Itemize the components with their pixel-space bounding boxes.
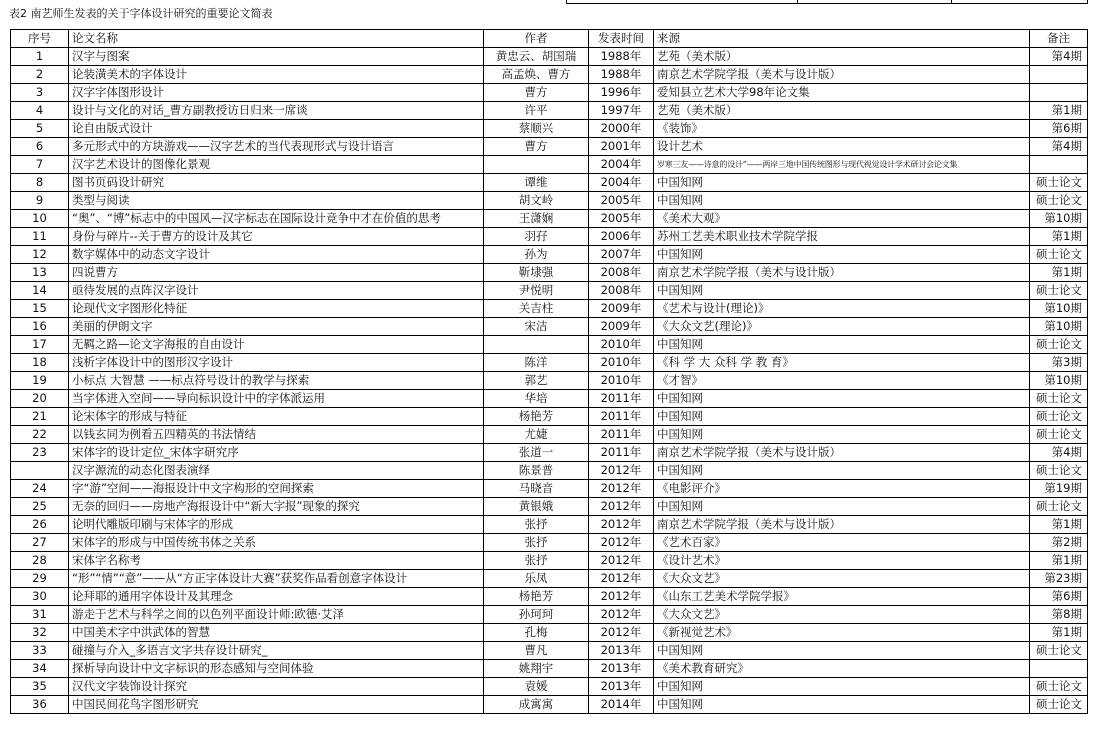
row-number-cell: 7 (11, 156, 69, 174)
table-row (11, 390, 1088, 408)
publish-date-cell: 2005年 (589, 210, 654, 228)
paper-title-cell: “形”“情”“意”——从“方正字体设计大赛”获奖作品看创意字体设计 (69, 570, 484, 588)
paper-title-cell: “奥”、“博”标志中的中国风—汉字标志在国际设计竞争中才在价值的思考 (69, 210, 484, 228)
paper-title-cell: 身份与碎片--关于曹方的设计及其它 (69, 228, 484, 246)
paper-title-cell: 无羁之路—论文字海报的自由设计 (69, 336, 484, 354)
publish-date-cell: 2014年 (589, 696, 654, 714)
source-cell: 爱知县立艺术大学98年论文集 (654, 84, 1030, 102)
table-row (11, 174, 1088, 192)
table-row (11, 660, 1088, 678)
source-cell: 《美术教育研究》 (654, 660, 1030, 678)
source-cell: 南京艺术学院学报（美术与设计版） (654, 444, 1030, 462)
publish-date-cell: 2009年 (589, 318, 654, 336)
row-number-cell: 18 (11, 354, 69, 372)
source-cell: 中国知网 (654, 192, 1030, 210)
author-cell: 高孟焕、曹方 (484, 66, 589, 84)
publish-date-cell: 2012年 (589, 624, 654, 642)
row-number-cell: 32 (11, 624, 69, 642)
paper-title-cell: 多元形式中的方块游戏——汉字艺术的当代表现形式与设计语言 (69, 138, 484, 156)
author-cell: 张抒 (484, 516, 589, 534)
paper-title-cell: 亟待发展的点阵汉字设计 (69, 282, 484, 300)
source-cell: 中国知网 (654, 642, 1030, 660)
paper-title-cell: 中国美术字中洪武体的智慧 (69, 624, 484, 642)
publish-date-cell: 2011年 (589, 390, 654, 408)
table-row (11, 372, 1088, 390)
table-row (11, 444, 1088, 462)
table-row (11, 534, 1088, 552)
source-cell: 中国知网 (654, 246, 1030, 264)
paper-title-cell: 碰撞与介入_多语言文字共存设计研究_ (69, 642, 484, 660)
row-number-cell: 24 (11, 480, 69, 498)
note-cell: 硕士论文 (1030, 498, 1088, 516)
row-number-cell: 20 (11, 390, 69, 408)
table-row (11, 408, 1088, 426)
publish-date-cell: 2012年 (589, 462, 654, 480)
table-row (11, 570, 1088, 588)
source-cell: 岁寒三友——诗意的设计”——两岸三地中国传统图形与现代视觉设计学术研讨会论文集 (654, 156, 1030, 174)
note-cell: 硕士论文 (1030, 246, 1088, 264)
paper-title-cell: 探析导向设计中文字标识的形态感知与空间体验 (69, 660, 484, 678)
publish-date-cell: 2013年 (589, 660, 654, 678)
author-cell: 孙为 (484, 246, 589, 264)
note-cell: 硕士论文 (1030, 696, 1088, 714)
row-number-cell: 35 (11, 678, 69, 696)
source-cell: 《设计艺术》 (654, 552, 1030, 570)
publish-date-cell: 2012年 (589, 534, 654, 552)
author-cell: 黄忠云、胡国瑞 (484, 48, 589, 66)
row-number-cell: 13 (11, 264, 69, 282)
source-cell: 南京艺术学院学报（美术与设计版） (654, 516, 1030, 534)
source-cell: 艺苑（美术版） (654, 48, 1030, 66)
note-cell: 第1期 (1030, 552, 1088, 570)
row-number-cell: 34 (11, 660, 69, 678)
note-cell: 硕士论文 (1030, 282, 1088, 300)
paper-title-cell: 宋体字的形成与中国传统书体之关系 (69, 534, 484, 552)
table-row (11, 138, 1088, 156)
papers-table (10, 29, 1088, 714)
note-cell (1030, 660, 1088, 678)
header-author: 作者 (484, 30, 589, 48)
publish-date-cell: 2011年 (589, 444, 654, 462)
row-number-cell: 19 (11, 372, 69, 390)
publish-date-cell: 2001年 (589, 138, 654, 156)
table-row (11, 120, 1088, 138)
source-cell: 《美术大观》 (654, 210, 1030, 228)
author-cell: 杨艳芳 (484, 408, 589, 426)
table-row (11, 210, 1088, 228)
author-cell: 黄银娥 (484, 498, 589, 516)
paper-title-cell: 论自由版式设计 (69, 120, 484, 138)
source-cell: 中国知网 (654, 174, 1030, 192)
row-number-cell: 6 (11, 138, 69, 156)
author-cell: 谭维 (484, 174, 589, 192)
source-cell: 艺苑（美术版） (654, 102, 1030, 120)
source-cell: 《艺术百家》 (654, 534, 1030, 552)
publish-date-cell: 2008年 (589, 282, 654, 300)
note-cell: 第4期 (1030, 138, 1088, 156)
table-row (11, 606, 1088, 624)
row-number-cell: 3 (11, 84, 69, 102)
row-number-cell: 5 (11, 120, 69, 138)
source-cell: 《科 学 大 众科 学 教 育》 (654, 354, 1030, 372)
table-row (11, 84, 1088, 102)
author-cell (484, 336, 589, 354)
paper-title-cell: 论装潢美术的字体设计 (69, 66, 484, 84)
paper-title-cell: 论宋体字的形成与特征 (69, 408, 484, 426)
paper-title-cell: 论现代文字图形化特征 (69, 300, 484, 318)
source-cell: 中国知网 (654, 426, 1030, 444)
source-cell: 《才智》 (654, 372, 1030, 390)
publish-date-cell: 2011年 (589, 408, 654, 426)
note-cell: 第10期 (1030, 210, 1088, 228)
author-cell: 袁媛 (484, 678, 589, 696)
source-cell: 《新视觉艺术》 (654, 624, 1030, 642)
source-cell: 中国知网 (654, 696, 1030, 714)
table-row (11, 102, 1088, 120)
header-no: 序号 (11, 30, 69, 48)
source-cell: 中国知网 (654, 498, 1030, 516)
table-row (11, 192, 1088, 210)
publish-date-cell: 2013年 (589, 678, 654, 696)
publish-date-cell: 1988年 (589, 66, 654, 84)
source-cell: 设计艺术 (654, 138, 1030, 156)
note-cell: 第1期 (1030, 264, 1088, 282)
paper-title-cell: 中国民间花鸟字图形研究 (69, 696, 484, 714)
note-cell: 第10期 (1030, 318, 1088, 336)
table-row (11, 66, 1088, 84)
row-number-cell: 27 (11, 534, 69, 552)
publish-date-cell: 2004年 (589, 156, 654, 174)
note-cell: 第4期 (1030, 444, 1088, 462)
paper-title-cell: 图书页码设计研究 (69, 174, 484, 192)
paper-title-cell: 以钱玄同为例看五四精英的书法情结 (69, 426, 484, 444)
paper-title-cell: 汉字与图案 (69, 48, 484, 66)
note-cell: 第1期 (1030, 516, 1088, 534)
table-row (11, 624, 1088, 642)
source-cell: 中国知网 (654, 282, 1030, 300)
row-number-cell: 29 (11, 570, 69, 588)
publish-date-cell: 2012年 (589, 588, 654, 606)
author-cell: 杨艳芳 (484, 588, 589, 606)
paper-title-cell: 宋体字的设计定位_宋体字研究序 (69, 444, 484, 462)
author-cell: 曹凡 (484, 642, 589, 660)
source-cell: 中国知网 (654, 336, 1030, 354)
source-cell: 《大众文艺(理论)》 (654, 318, 1030, 336)
author-cell: 蔡顺兴 (484, 120, 589, 138)
paper-title-cell: 浅析字体设计中的图形汉字设计 (69, 354, 484, 372)
author-cell: 张抒 (484, 552, 589, 570)
table-row (11, 552, 1088, 570)
source-cell: 南京艺术学院学报（美术与设计版） (654, 66, 1030, 84)
note-cell: 第10期 (1030, 372, 1088, 390)
author-cell: 靳埭强 (484, 264, 589, 282)
publish-date-cell: 2010年 (589, 336, 654, 354)
publish-date-cell: 1988年 (589, 48, 654, 66)
row-number-cell: 26 (11, 516, 69, 534)
table-row (11, 156, 1088, 174)
paper-title-cell: 宋体字名称考 (69, 552, 484, 570)
row-number-cell: 30 (11, 588, 69, 606)
paper-title-cell: 汉字字体图形设计 (69, 84, 484, 102)
row-number-cell: 15 (11, 300, 69, 318)
table-row (11, 300, 1088, 318)
row-number-cell: 23 (11, 444, 69, 462)
author-cell: 宋洁 (484, 318, 589, 336)
row-number-cell: 16 (11, 318, 69, 336)
source-cell: 《艺术与设计(理论)》 (654, 300, 1030, 318)
author-cell: 姚翔宇 (484, 660, 589, 678)
paper-title-cell: 游走于艺术与科学之间的以色列平面设计师:欧德·艾泽 (69, 606, 484, 624)
publish-date-cell: 2012年 (589, 552, 654, 570)
author-cell: 关吉柱 (484, 300, 589, 318)
header-row (11, 30, 1088, 48)
table-row (11, 480, 1088, 498)
note-cell: 第3期 (1030, 354, 1088, 372)
row-number-cell: 9 (11, 192, 69, 210)
top-table-remnant (566, 0, 1088, 4)
publish-date-cell: 1997年 (589, 102, 654, 120)
publish-date-cell: 2004年 (589, 174, 654, 192)
row-number-cell: 33 (11, 642, 69, 660)
author-cell: 马晓音 (484, 480, 589, 498)
row-number-cell: 22 (11, 426, 69, 444)
note-cell (1030, 84, 1088, 102)
note-cell: 硕士论文 (1030, 336, 1088, 354)
source-cell: 《大众文艺》 (654, 606, 1030, 624)
source-cell: 中国知网 (654, 408, 1030, 426)
table-row (11, 696, 1088, 714)
table-caption: 表2 南艺师生发表的关于字体设计研究的重要论文简表 (9, 7, 273, 20)
note-cell: 硕士论文 (1030, 462, 1088, 480)
publish-date-cell: 2012年 (589, 516, 654, 534)
publish-date-cell: 2007年 (589, 246, 654, 264)
paper-title-cell: 四说曹方 (69, 264, 484, 282)
note-cell: 第1期 (1030, 624, 1088, 642)
row-number-cell: 10 (11, 210, 69, 228)
paper-title-cell: 汉字源流的动态化图表演绎 (69, 462, 484, 480)
table-row (11, 264, 1088, 282)
publish-date-cell: 2006年 (589, 228, 654, 246)
note-cell: 第10期 (1030, 300, 1088, 318)
table-row (11, 516, 1088, 534)
row-number-cell: 2 (11, 66, 69, 84)
note-cell: 硕士论文 (1030, 390, 1088, 408)
paper-title-cell: 设计与文化的对话_曹方副教授访日归来一席谈 (69, 102, 484, 120)
paper-title-cell: 无奈的回归——房地产海报设计中“新大字报”现象的探究 (69, 498, 484, 516)
publish-date-cell: 2012年 (589, 498, 654, 516)
table-row (11, 282, 1088, 300)
note-cell (1030, 156, 1088, 174)
header-date: 发表时间 (589, 30, 654, 48)
author-cell: 郭艺 (484, 372, 589, 390)
paper-title-cell: 小标点 大智慧 ——标点符号设计的教学与探索 (69, 372, 484, 390)
row-number-cell: 1 (11, 48, 69, 66)
source-cell: 中国知网 (654, 390, 1030, 408)
table-row (11, 48, 1088, 66)
row-number-cell (11, 462, 69, 480)
author-cell: 羽孖 (484, 228, 589, 246)
publish-date-cell: 2013年 (589, 642, 654, 660)
publish-date-cell: 1996年 (589, 84, 654, 102)
row-number-cell: 17 (11, 336, 69, 354)
author-cell: 张道一 (484, 444, 589, 462)
paper-title-cell: 字“游”空间——海报设计中文字构形的空间探索 (69, 480, 484, 498)
row-number-cell: 36 (11, 696, 69, 714)
table-row (11, 228, 1088, 246)
publish-date-cell: 2010年 (589, 354, 654, 372)
table-row (11, 318, 1088, 336)
author-cell: 成寓寓 (484, 696, 589, 714)
table-row (11, 354, 1088, 372)
paper-title-cell: 汉字艺术设计的图像化景观 (69, 156, 484, 174)
note-cell (1030, 66, 1088, 84)
note-cell: 硕士论文 (1030, 426, 1088, 444)
source-cell: 《装饰》 (654, 120, 1030, 138)
source-cell: 《山东工艺美术学院学报》 (654, 588, 1030, 606)
note-cell: 硕士论文 (1030, 192, 1088, 210)
table-row (11, 678, 1088, 696)
author-cell: 尹悦明 (484, 282, 589, 300)
table-row (11, 462, 1088, 480)
author-cell: 胡文岭 (484, 192, 589, 210)
table-row (11, 642, 1088, 660)
table-row (11, 426, 1088, 444)
row-number-cell: 8 (11, 174, 69, 192)
author-cell: 曹方 (484, 84, 589, 102)
source-cell: 苏州工艺美术职业技术学院学报 (654, 228, 1030, 246)
note-cell: 第4期 (1030, 48, 1088, 66)
header-note: 备注 (1030, 30, 1088, 48)
row-number-cell: 25 (11, 498, 69, 516)
paper-title-cell: 论明代雕版印刷与宋体字的形成 (69, 516, 484, 534)
row-number-cell: 21 (11, 408, 69, 426)
note-cell: 第8期 (1030, 606, 1088, 624)
source-cell: 中国知网 (654, 678, 1030, 696)
note-cell: 第6期 (1030, 120, 1088, 138)
paper-title-cell: 类型与阅读 (69, 192, 484, 210)
source-cell: 《大众文艺》 (654, 570, 1030, 588)
note-cell: 第19期 (1030, 480, 1088, 498)
header-title: 论文名称 (69, 30, 484, 48)
author-cell: 许平 (484, 102, 589, 120)
paper-title-cell: 美丽的伊朗文字 (69, 318, 484, 336)
publish-date-cell: 2010年 (589, 372, 654, 390)
author-cell: 华培 (484, 390, 589, 408)
table-row (11, 588, 1088, 606)
author-cell: 曹方 (484, 138, 589, 156)
paper-title-cell: 数字媒体中的动态文字设计 (69, 246, 484, 264)
author-cell: 陈洋 (484, 354, 589, 372)
author-cell: 尤婕 (484, 426, 589, 444)
publish-date-cell: 2012年 (589, 606, 654, 624)
paper-title-cell: 论拜耶的通用字体设计及其理念 (69, 588, 484, 606)
table-row (11, 246, 1088, 264)
author-cell: 乐凤 (484, 570, 589, 588)
note-cell: 第6期 (1030, 588, 1088, 606)
row-number-cell: 4 (11, 102, 69, 120)
note-cell: 硕士论文 (1030, 408, 1088, 426)
author-cell: 孔梅 (484, 624, 589, 642)
note-cell: 硕士论文 (1030, 174, 1088, 192)
publish-date-cell: 2008年 (589, 264, 654, 282)
publish-date-cell: 2011年 (589, 426, 654, 444)
source-cell: 《电影评介》 (654, 480, 1030, 498)
row-number-cell: 11 (11, 228, 69, 246)
table-row (11, 498, 1088, 516)
author-cell: 陈景普 (484, 462, 589, 480)
author-cell: 王潇娴 (484, 210, 589, 228)
source-cell: 中国知网 (654, 462, 1030, 480)
row-number-cell: 14 (11, 282, 69, 300)
publish-date-cell: 2009年 (589, 300, 654, 318)
paper-title-cell: 当字体进入空间——导向标识设计中的字体派运用 (69, 390, 484, 408)
publish-date-cell: 2012年 (589, 480, 654, 498)
row-number-cell: 12 (11, 246, 69, 264)
note-cell: 第1期 (1030, 228, 1088, 246)
header-source: 来源 (654, 30, 1030, 48)
source-cell: 南京艺术学院学报（美术与设计版） (654, 264, 1030, 282)
note-cell: 第2期 (1030, 534, 1088, 552)
table-row (11, 336, 1088, 354)
note-cell: 第23期 (1030, 570, 1088, 588)
author-cell (484, 156, 589, 174)
author-cell: 孙珂珂 (484, 606, 589, 624)
publish-date-cell: 2005年 (589, 192, 654, 210)
paper-title-cell: 汉代文字装饰设计探究 (69, 678, 484, 696)
note-cell: 硕士论文 (1030, 678, 1088, 696)
row-number-cell: 31 (11, 606, 69, 624)
note-cell: 第1期 (1030, 102, 1088, 120)
author-cell: 张抒 (484, 534, 589, 552)
row-number-cell: 28 (11, 552, 69, 570)
publish-date-cell: 2012年 (589, 570, 654, 588)
publish-date-cell: 2000年 (589, 120, 654, 138)
note-cell: 硕士论文 (1030, 642, 1088, 660)
